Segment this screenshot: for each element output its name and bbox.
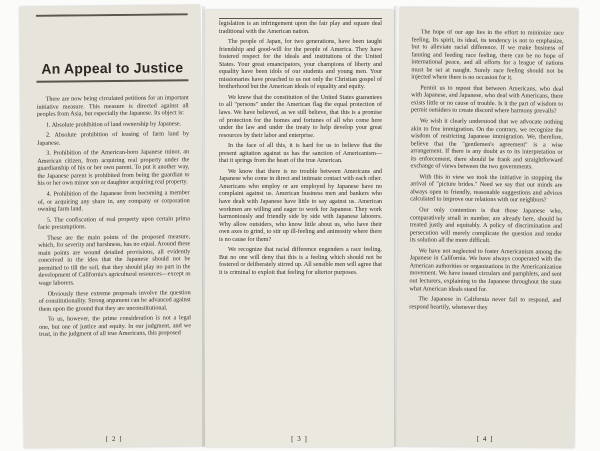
paragraph: With this in view we took the initiative in stopping the arrival of "picture brides." Need we say that our minds are always open to friendly, reasonable suggestions and advices calculated to improve our relations with our neighbors?	[410, 174, 563, 205]
paragraph: The hope of our age lies in the effort to minimize race feeling. Its spirit, its ideal, its tendency is not to emphasize, but to alleviate racial difference. If we make business of fanning and feeding race feeling, there can be no hope of international peace, and all efforts for a league of nations must be set at naught. Surely race feeling should not be injected where there is no occasion for it.	[411, 29, 564, 82]
paragraph: legislation is an infringement upon the fair play and square deal traditional with the American nation.	[219, 21, 382, 35]
paragraph: In the face of all this, it is hard for us to believe that the present agitation against us has the sanction of Americanism—that it springs from the heart of the true American.	[219, 143, 382, 165]
paragraph: There are now being circulated petitions for an important initiative measure. This measure is directed against all peoples from Asia, but especially the Japanese. Its object is:	[36, 95, 189, 118]
paragraph: We know that the constitution of the United States guarantees to all "persons" under the American flag the equal protection of laws. We have believed, as we still believe, that this is a promise of protection for the homes and fortunes of all who come here under the law and under the treaty to help develop your great resources by their labor and enterprise.	[219, 94, 382, 139]
page-2-body	[37, 95, 192, 339]
pamphlet-page-3	[205, 10, 394, 447]
paragraph: 3. Prohibition of the American-born Japanese minor, an American citizen, from acquiring real property under the guardianship of his or her own parent. To put it another way, the Japanese parent is prohibited from being the guardian to his or her own minor son or daughter acquiring real property.	[37, 149, 190, 188]
pamphlet-page-4	[396, 7, 578, 448]
paragraph: We recognize that racial difference engenders a race feeling. But no one will deny that this is a feeling which should not be fostered or deliberately stirred up. All sensible men will agree that it is criminal to exploit that feeling for ulterior purposes.	[219, 247, 382, 276]
paragraph: These are the main points of the proposed measure, which, for severity and harshness, has no equal. Around these main points are wound detailed provisions, all evidently conceived in the idea that the Japanese should not be permitted to till the soil, that they should play no part in the development of California's agricultural resources—except as wage laborers.	[38, 233, 191, 287]
paragraph: Our only contention is that those Japanese who, comparatively small in number, are already here, should be treated justly and equitably. A policy of discrimination and persecution will merely complicate the question and render its solution all the more difficult.	[409, 207, 563, 245]
paragraph: We wish it clearly understood that we advocate nothing akin to free immigration. On the contrary, we recognize the wisdom of restricting Japanese immigration. We, therefore, believe that the "gentlemen's agreement" is a wise arrangement. If there is any doubt as to its interpretation or its enforcement, there should be frank and straightforward exchange of views between the two governments.	[410, 118, 563, 171]
paragraph: The Japanese in California never fail to respond, and respond heartily, whenever they	[409, 296, 562, 311]
page-title: An Appeal to Justice	[41, 59, 184, 77]
paragraph: The people of Japan, for two generations, have been taught friendship and good-will for the people of America. They have fostered respect for the ideals and institutions of the United States. Your great emancipators, your champions of liberty and equality have been idols of our students and young men. Your missionaries have preached to us not only the Christian gospel of brotherhood but the American ideals of equality and equity.	[219, 39, 382, 91]
page-number: [ 4 ]	[476, 434, 494, 444]
paragraph: We have not neglected to foster Americanism among the Japanese in California. We have always cooperated with the American authorities or organizations in the Americanization movement. We have issued circulars and pamphlets, and sent out lecturers, explaining to the Japanese throughout the state what American ideals stand for.	[409, 248, 562, 293]
title-rule-top	[36, 13, 188, 17]
header-rule	[219, 18, 382, 19]
paragraph: 2. Absolute prohibition of leasing of farm land by Japanese.	[37, 131, 190, 147]
pamphlet-page-2	[20, 5, 205, 448]
page-number: [ 3 ]	[291, 435, 308, 443]
page-4-body	[409, 29, 563, 312]
paragraph: 1. Absolute prohibition of land ownership by Japanese.	[45, 120, 182, 129]
paragraph: Obviously these extreme proposals involve the question of constitutionality. Strong argument can be advanced against them upon the ground that they are unconstitutional.	[38, 289, 191, 313]
paragraph: Permit us to repeat that between Americans, who deal with Japanese, and Japanese, who deal with Americans, there exists little or no cause of trouble. Is it the part of wisdom to permit outsiders to create discord where harmony prevails?	[410, 85, 564, 116]
title-rule-bottom	[36, 79, 188, 83]
paragraph: 4. Prohibition of the Japanese from becoming a member of, or acquiring any share in, any company or corporation owning farm land.	[37, 190, 190, 213]
paragraph: We know that there is no trouble between Americans and Japanese who come in direct and intimate contact with each other. Americans who employ or are employed by Japanese have no complaint against us. American business men and bankers who have dealt with Japanese have little to say against us. American workmen are willing and eager to work for Japanese. They work harmoniously and friendly side by side with Japanese laborers. Why allow outsiders, who know little about us, who have their own axes to grind, to stir up ill-feeling and animosity where there is no cause for them?	[219, 168, 382, 243]
page-3-body	[219, 21, 382, 278]
paragraph: To us, however, the prime consideration is not a legal one, but one of justice and equity. In our judgment, and we trust, in the judgment of all true Americans, this proposed	[39, 315, 192, 339]
paragraph: 5. The confiscation of real property upon certain prima facie presumptions.	[37, 215, 190, 231]
page-number: [ 2 ]	[105, 434, 123, 444]
